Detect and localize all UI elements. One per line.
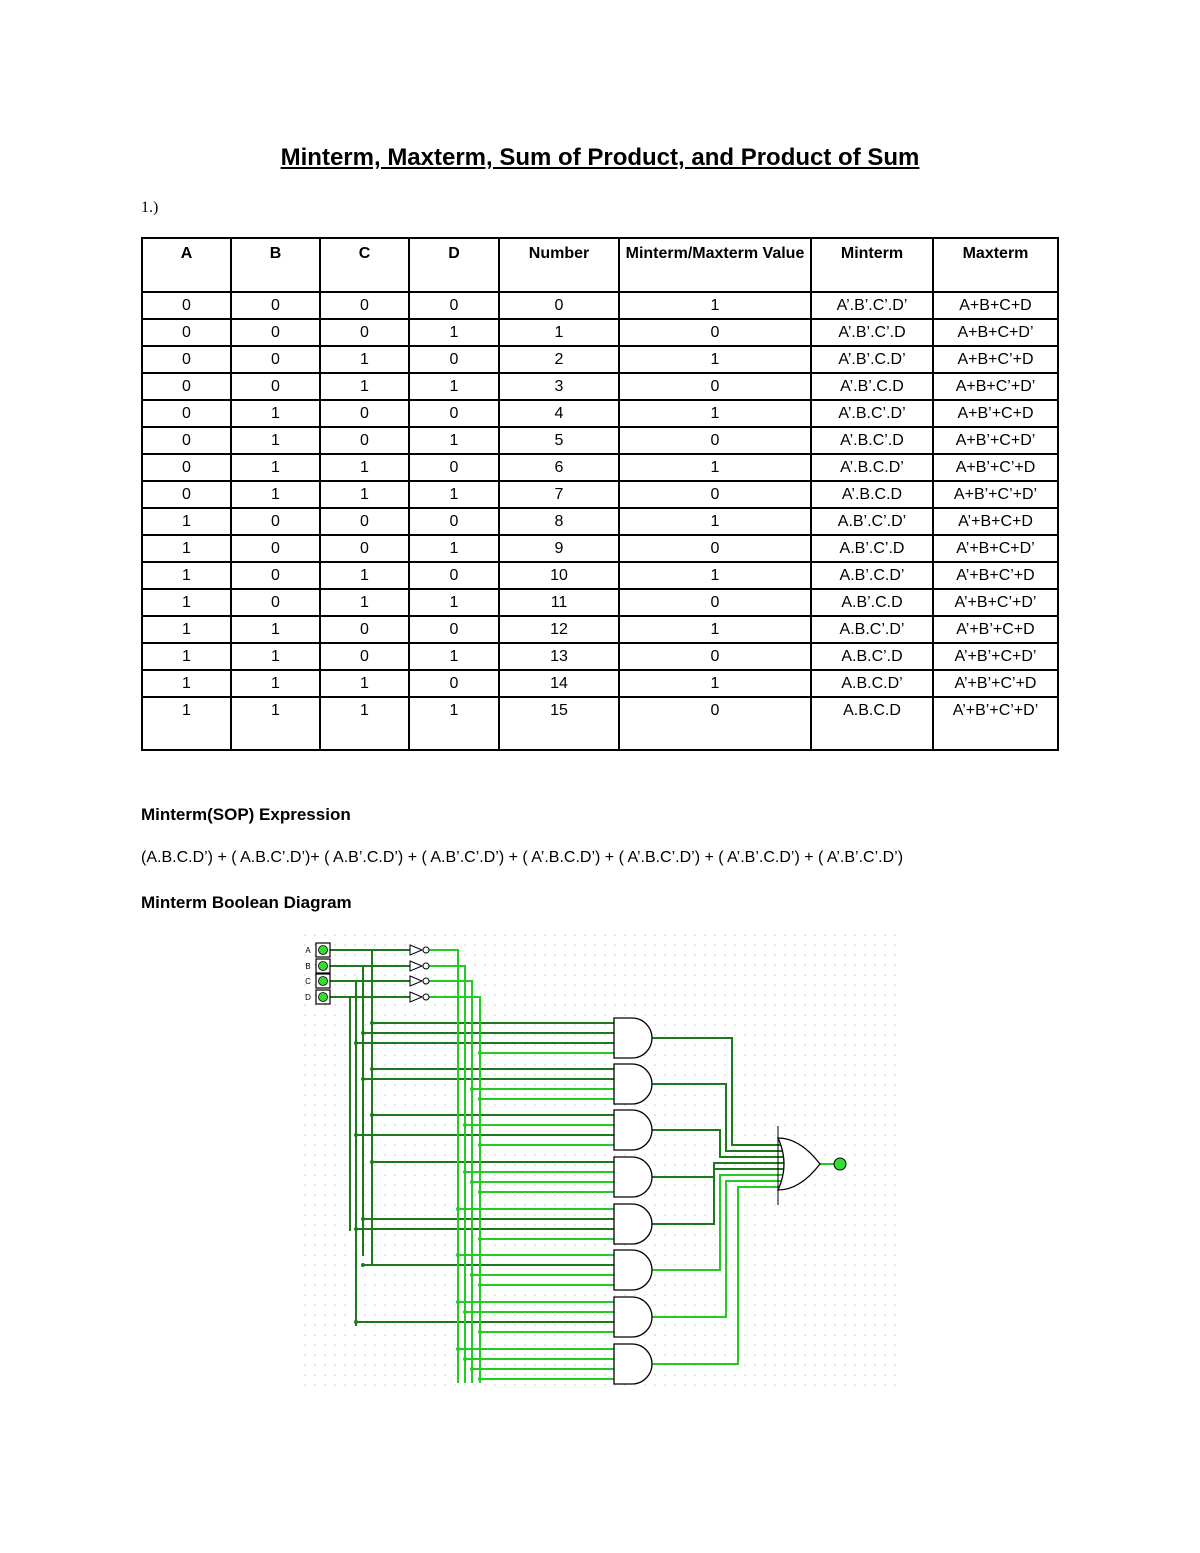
table-row <box>142 643 1058 670</box>
table-cell: 1 <box>320 670 409 697</box>
table-cell: A’.B.C.D’ <box>811 454 933 481</box>
table-cell: A+B+C’+D <box>933 346 1058 373</box>
table-cell: A+B+C+D <box>933 292 1058 319</box>
table-cell: 1 <box>409 535 499 562</box>
wire-junction <box>463 1170 467 1174</box>
table-row <box>142 373 1058 400</box>
wire-junction <box>361 1031 365 1035</box>
table-cell: 1 <box>619 400 811 427</box>
table-row <box>142 481 1058 508</box>
and-gate-4 <box>614 1157 652 1197</box>
page-title: Minterm, Maxterm, Sum of Product, and Product of Sum <box>280 144 920 171</box>
wire-junction <box>478 1283 482 1287</box>
table-cell: 13 <box>499 643 619 670</box>
table-cell: 0 <box>409 346 499 373</box>
table-cell: 0 <box>231 562 320 589</box>
wire-junction <box>354 1227 358 1231</box>
table-cell: 1 <box>619 616 811 643</box>
table-row <box>142 670 1058 697</box>
wire-junction <box>470 1180 474 1184</box>
table-cell: 1 <box>142 697 231 750</box>
and-gate-6 <box>614 1250 652 1290</box>
wire-junction <box>478 1377 482 1381</box>
table-cell: 1 <box>142 589 231 616</box>
truth-table <box>141 237 1059 751</box>
and-gate-3 <box>614 1110 652 1150</box>
wire-junction <box>470 1367 474 1371</box>
table-cell: A’.B’.C’.D’ <box>811 292 933 319</box>
wire-junction <box>463 1310 467 1314</box>
not-gate-bubble <box>423 947 429 953</box>
table-cell: 0 <box>409 400 499 427</box>
table-row <box>142 508 1058 535</box>
table-cell: 0 <box>619 535 811 562</box>
output-pin <box>834 1158 846 1170</box>
table-cell: 1 <box>231 616 320 643</box>
input-pin-led <box>319 993 328 1002</box>
and-gate-1 <box>614 1018 652 1058</box>
table-cell: 1 <box>619 292 811 319</box>
input-pin-led <box>319 962 328 971</box>
table-cell: 1 <box>142 616 231 643</box>
table-cell: 9 <box>499 535 619 562</box>
wire-junction <box>361 1077 365 1081</box>
table-cell: 1 <box>142 535 231 562</box>
table-cell: 0 <box>409 292 499 319</box>
wire-junction <box>463 1123 467 1127</box>
table-cell: A.B’.C’.D’ <box>811 508 933 535</box>
table-cell: 0 <box>231 535 320 562</box>
table-cell: 14 <box>499 670 619 697</box>
wire-junction <box>370 1021 374 1025</box>
table-cell: 4 <box>499 400 619 427</box>
table-cell: 0 <box>619 427 811 454</box>
wire-junction <box>478 1051 482 1055</box>
table-cell: A’+B+C+D’ <box>933 535 1058 562</box>
table-cell: A.B’.C’.D <box>811 535 933 562</box>
table-cell: 1 <box>320 346 409 373</box>
table-cell: A.B.C.D <box>811 697 933 750</box>
question-number: 1.) <box>141 199 159 216</box>
column-header: D <box>409 238 499 292</box>
table-cell: 0 <box>320 292 409 319</box>
wire-junction <box>354 1041 358 1045</box>
table-cell: 1 <box>231 454 320 481</box>
input-label-d: D <box>305 993 311 1002</box>
column-header: Minterm <box>811 238 933 292</box>
table-cell: 1 <box>619 346 811 373</box>
table-cell: 1 <box>409 373 499 400</box>
table-cell: 1 <box>231 643 320 670</box>
table-cell: 1 <box>409 481 499 508</box>
wire-junction <box>456 1347 460 1351</box>
table-cell: A’.B’.C.D <box>811 373 933 400</box>
table-cell: A’+B+C’+D <box>933 562 1058 589</box>
minterm-circuit-diagram <box>300 930 900 1392</box>
table-row <box>142 535 1058 562</box>
table-cell: 1 <box>320 481 409 508</box>
table-cell: 0 <box>320 319 409 346</box>
not-gate-bubble <box>423 994 429 1000</box>
not-gate-bubble <box>423 963 429 969</box>
column-header: Maxterm <box>933 238 1058 292</box>
table-cell: 1 <box>320 373 409 400</box>
wire-junction <box>370 1067 374 1071</box>
table-cell: 8 <box>499 508 619 535</box>
wire-junction <box>470 1273 474 1277</box>
wire-junction <box>370 1160 374 1164</box>
table-cell: A.B.C.D’ <box>811 670 933 697</box>
wire-junction <box>361 1217 365 1221</box>
table-row <box>142 292 1058 319</box>
table-cell: 0 <box>619 697 811 750</box>
table-cell: A’+B’+C’+D <box>933 670 1058 697</box>
table-cell: 0 <box>231 373 320 400</box>
table-cell: 0 <box>142 400 231 427</box>
input-label-c: C <box>305 977 311 986</box>
diagram-heading: Minterm Boolean Diagram <box>141 893 352 912</box>
table-cell: 0 <box>619 481 811 508</box>
table-cell: A’.B.C’.D’ <box>811 400 933 427</box>
table-cell: 0 <box>320 508 409 535</box>
wire-junction <box>361 1263 365 1267</box>
table-cell: 1 <box>231 697 320 750</box>
not-gate-bubble <box>423 978 429 984</box>
table-row <box>142 697 1058 750</box>
table-cell: 0 <box>409 562 499 589</box>
wire-junction <box>478 1143 482 1147</box>
table-cell: 1 <box>409 643 499 670</box>
and-gate-7 <box>614 1297 652 1337</box>
table-cell: A.B.C’.D’ <box>811 616 933 643</box>
table-cell: 1 <box>619 508 811 535</box>
wire-junction <box>354 1320 358 1324</box>
table-row <box>142 400 1058 427</box>
table-cell: 15 <box>499 697 619 750</box>
table-cell: 5 <box>499 427 619 454</box>
wire-junction <box>354 1133 358 1137</box>
table-row <box>142 346 1058 373</box>
table-cell: 0 <box>231 508 320 535</box>
column-header: B <box>231 238 320 292</box>
table-cell: A.B.C’.D <box>811 643 933 670</box>
table-cell: 1 <box>142 562 231 589</box>
column-header: C <box>320 238 409 292</box>
table-cell: 0 <box>499 292 619 319</box>
table-cell: 3 <box>499 373 619 400</box>
column-header: A <box>142 238 231 292</box>
table-cell: 7 <box>499 481 619 508</box>
table-cell: A+B’+C+D’ <box>933 427 1058 454</box>
table-cell: A.B’.C.D <box>811 589 933 616</box>
input-pin-led <box>319 946 328 955</box>
table-cell: 0 <box>409 454 499 481</box>
table-cell: 0 <box>619 319 811 346</box>
table-cell: A+B’+C’+D <box>933 454 1058 481</box>
table-cell: 1 <box>231 400 320 427</box>
sop-heading: Minterm(SOP) Expression <box>141 805 351 824</box>
table-cell: 6 <box>499 454 619 481</box>
table-cell: 0 <box>142 346 231 373</box>
sop-expression: (A.B.C.D’) + ( A.B.C’.D’)+ ( A.B’.C.D’) + ( A.B’.C’.D’) + ( A’.B.C.D’) + ( A’.B.C’.D’) + ( A’.B’.C.D’) + ( A’.B’.C’.D’) <box>141 849 904 866</box>
table-cell: A+B+C’+D’ <box>933 373 1058 400</box>
wire-junction <box>478 1330 482 1334</box>
table-cell: A’.B.C’.D <box>811 427 933 454</box>
and-gate-8 <box>614 1344 652 1384</box>
table-row <box>142 562 1058 589</box>
table-row <box>142 589 1058 616</box>
table-cell: 1 <box>499 319 619 346</box>
table-cell: 0 <box>142 454 231 481</box>
table-cell: 1 <box>619 454 811 481</box>
table-cell: 1 <box>409 697 499 750</box>
table-cell: 11 <box>499 589 619 616</box>
wire-junction <box>456 1207 460 1211</box>
table-cell: 0 <box>320 427 409 454</box>
table-cell: 0 <box>142 319 231 346</box>
table-cell: 1 <box>231 427 320 454</box>
table-cell: 0 <box>619 589 811 616</box>
input-label-b: B <box>305 962 311 971</box>
table-cell: A’+B+C+D <box>933 508 1058 535</box>
table-cell: 0 <box>231 346 320 373</box>
table-row <box>142 427 1058 454</box>
wire-junction <box>463 1357 467 1361</box>
table-cell: 0 <box>619 373 811 400</box>
and-gate-5 <box>614 1204 652 1244</box>
table-cell: 1 <box>409 589 499 616</box>
table-cell: A’+B’+C+D’ <box>933 643 1058 670</box>
table-row <box>142 319 1058 346</box>
table-cell: A’.B’.C’.D <box>811 319 933 346</box>
table-cell: 0 <box>320 400 409 427</box>
table-cell: 10 <box>499 562 619 589</box>
table-cell: 1 <box>231 670 320 697</box>
table-cell: 0 <box>231 292 320 319</box>
input-label-a: A <box>305 946 311 955</box>
table-cell: A’+B’+C+D <box>933 616 1058 643</box>
and-gate-2 <box>614 1064 652 1104</box>
wire-junction <box>456 1300 460 1304</box>
table-cell: 1 <box>409 319 499 346</box>
table-cell: 1 <box>320 697 409 750</box>
table-cell: 1 <box>619 562 811 589</box>
table-cell: A+B’+C+D <box>933 400 1058 427</box>
table-cell: 1 <box>320 454 409 481</box>
table-header-row <box>142 238 1058 292</box>
table-cell: 2 <box>499 346 619 373</box>
table-cell: 1 <box>320 562 409 589</box>
column-header: Minterm/Maxterm Value <box>619 238 811 292</box>
wire-junction <box>456 1253 460 1257</box>
table-cell: 0 <box>320 616 409 643</box>
table-cell: 0 <box>231 319 320 346</box>
table-cell: A’+B+C’+D’ <box>933 589 1058 616</box>
table-cell: 0 <box>409 508 499 535</box>
table-body <box>142 292 1058 750</box>
table-cell: 1 <box>142 670 231 697</box>
wire-junction <box>478 1097 482 1101</box>
table-row <box>142 454 1058 481</box>
table-cell: 12 <box>499 616 619 643</box>
table-cell: 0 <box>619 643 811 670</box>
wire-junction <box>470 1087 474 1091</box>
table-cell: 1 <box>320 589 409 616</box>
table-cell: 0 <box>320 535 409 562</box>
table-cell: 1 <box>619 670 811 697</box>
table-cell: 0 <box>142 427 231 454</box>
table-cell: A+B’+C’+D’ <box>933 481 1058 508</box>
table-cell: 1 <box>142 508 231 535</box>
table-cell: A’+B’+C’+D’ <box>933 697 1058 750</box>
table-cell: 1 <box>142 643 231 670</box>
column-header: Number <box>499 238 619 292</box>
table-cell: 0 <box>142 292 231 319</box>
table-cell: 1 <box>409 427 499 454</box>
table-cell: 1 <box>231 481 320 508</box>
wire-junction <box>478 1237 482 1241</box>
table-cell: 0 <box>231 589 320 616</box>
table-cell: A’.B.C.D <box>811 481 933 508</box>
table-cell: 0 <box>142 481 231 508</box>
table-cell: 0 <box>142 373 231 400</box>
table-cell: 0 <box>409 616 499 643</box>
table-cell: A’.B’.C.D’ <box>811 346 933 373</box>
table-cell: A.B’.C.D’ <box>811 562 933 589</box>
wire-junction <box>370 1113 374 1117</box>
table-cell: A+B+C+D’ <box>933 319 1058 346</box>
table-row <box>142 616 1058 643</box>
input-pin-led <box>319 977 328 986</box>
wire-junction <box>478 1190 482 1194</box>
table-cell: 0 <box>409 670 499 697</box>
table-cell: 0 <box>320 643 409 670</box>
